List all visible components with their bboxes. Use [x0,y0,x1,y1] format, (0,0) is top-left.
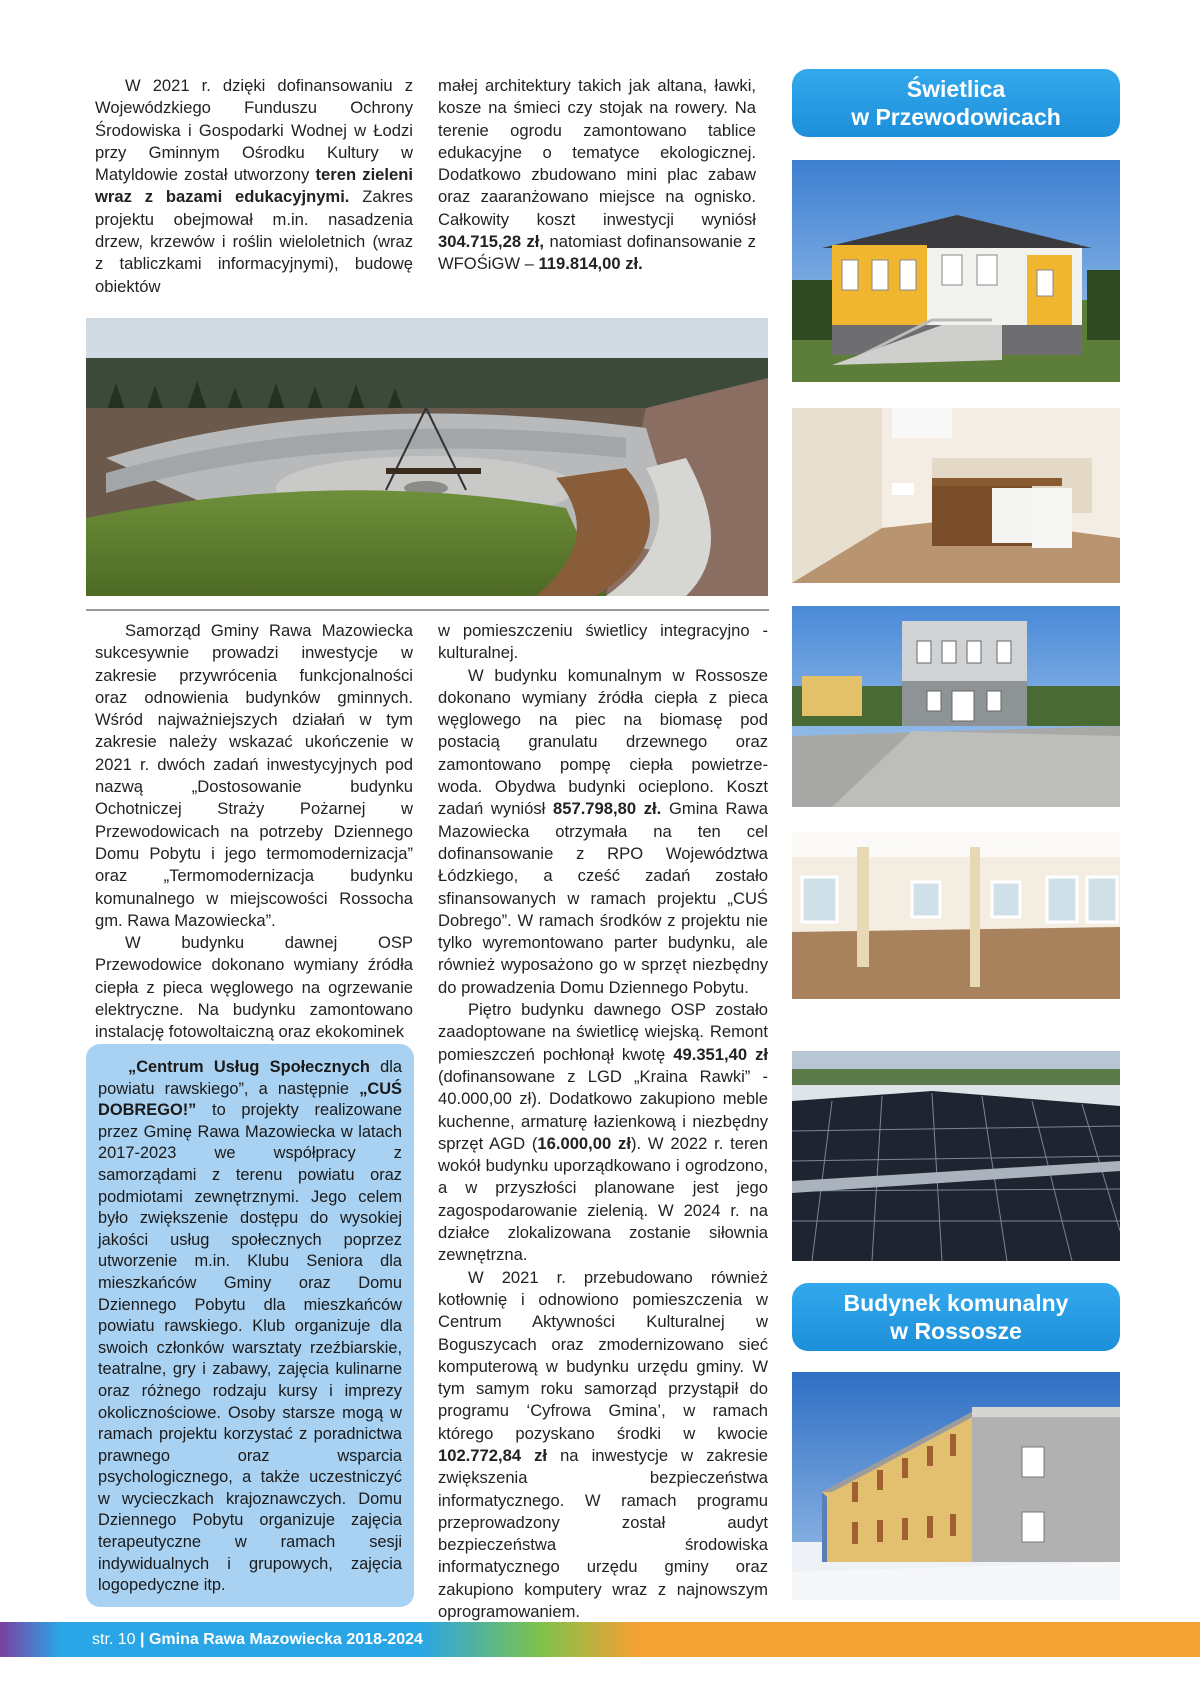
label-line: Świetlica [906,76,1006,102]
photo-dzienny-dom-hall [792,832,1120,999]
text-run: Gmina Rawa Mazowiecka otrzymała na ten cel dofinansowanie z RPO Województwa Łódzkiego, a cześć zadań zostało sfinansowanych w ramach projektu „CUŚ Dobrego”. W ramach środków z projektu nie tylko wyremontowano parter budynku, ale również wyposażono go w sprzęt niezbędny do prowadzenia Domu Dziennego Pobytu. [438,799,768,997]
text-run: Zakres projektu obejmował m.in. nasadzenia drzew, krzewów i roślin wieloletnich (wraz z tabliczkami informacyjnymi), budowę obiektów [95,187,414,296]
text-run: Piętro budynku dawnego OSP zostało zaadoptowane na świetlicę wiejską. Remont pomieszczeń pochłonął kwotę [438,1000,768,1064]
photo-swietlica-building [792,160,1120,382]
body-paragraph: w pomieszczeniu świetlicy integracyjno - kulturalnej. [438,621,768,663]
text-bold: 16.000,00 zł [537,1133,631,1153]
label-line: Budynek komunalny [843,1290,1069,1316]
body-text-left [95,620,413,1044]
text-run: małej architektury takich jak altana, ławki, kosze na śmieci czy stojak na rowery. Na terenie ogrodu zamontowano tablice edukacyjne o tematyce ekologicznej. Dodatkowo zbudowano mini plac zabaw oraz zaaranżowano miejsce na ognisko. Całkowity koszt inwestycji wyniósł [438,76,756,229]
intro-paragraph-continued [438,75,756,276]
text-run: W 2021 r. przebudowano również kotłownię i odnowiono pomieszczenia w Centrum Aktywności Kulturalnej w Boguszycach oraz zmodernizowano sieć komputerową w budynku urzędu gminy. W tym samym roku samorząd przystąpił do programu ‘Cyfrowa Gmina’, w ramach którego pozyskano środki w kwocie [438,1267,768,1443]
photo-solar-panels [792,1051,1120,1261]
photo-budynek-komunalny [792,1372,1120,1600]
text-run: W budynku komunalnym w Rossosze dokonano wymiany źródła ciepła z pieca węglowego na piec na biomasę pod postacią granulatu drzewnego oraz zamontowano pompę ciepła powietrze-woda. Obydwa budynki ocieplono. Koszt zadań wyniósł [438,665,768,819]
text-bold: 119.814,00 zł. [538,254,643,274]
text-run: dla powiatu rawskiego”, a następnie [98,1058,402,1098]
intro-text-left [95,75,413,298]
section-label-budynek [792,1283,1120,1351]
info-box-cus [86,1044,414,1607]
text-run: (dofinansowane z LGD „Kraina Rawki” - 40.000,00 zł). Dodatkowo zakupiono meble kuchenne, armaturę łazienkową i niezbędny sprzęt AGD ( [438,1066,768,1153]
text-bold: „CUŚ DOBREGO!” [98,1079,402,1120]
page-number: str. 10 [92,1631,136,1648]
section-label-swietlica [792,69,1120,137]
label-line: w Rossosze [890,1318,1022,1344]
photo-rossocha-building [792,606,1120,807]
photo-swietlica-kitchen [792,408,1120,583]
section-divider [86,609,769,611]
intro-paragraph [95,75,413,298]
footer-text [92,1630,423,1650]
text-bold: 857.798,80 zł. [553,799,662,819]
text-run: ). W 2022 r. teren wokół budynku uporządkowano i ogrodzono, a w przyszłości planowane jest jego zagospodarowanie zielenią. W 2024 r. na działce zlokalizowana zostanie siłownia zewnętrzna. [438,1133,769,1265]
footer-separator: | [140,1631,145,1648]
text-bold: 49.351,40 zł [673,1044,769,1064]
footer-title: Gmina Rawa Mazowiecka 2018-2024 [148,1631,423,1648]
info-box-text [98,1057,402,1597]
text-run: natomiast dofinansowanie z WFOŚiGW – [438,232,756,274]
body-paragraph [438,665,768,999]
intro-text-right [438,75,756,276]
text-bold: „Centrum Usług Społecznych [128,1058,370,1076]
text-run: na inwestycje w zakresie zwiększenia bezpieczeństwa informatycznego. W ramach programu przeprowadzony został audyt bezpieczeństwa środowiska informatycznego urzędu gminy oraz zakupiono komputery wraz z najnowszym oprogramowaniem. [438,1445,768,1622]
body-text-right [438,620,768,1623]
body-paragraph: W budynku dawnej OSP Przewodowice dokonano wymiany źródła ciepła z pieca węglowego na ogrzewanie elektryczne. Na budynku zamontowano instalację fotowoltaiczną oraz ekokominek [95,933,413,1042]
text-bold: teren zieleni wraz z bazami edukacyjnymi. [95,165,413,207]
text-bold: 304.715,28 zł, [438,232,545,252]
body-paragraph [438,999,768,1267]
text-bold: 102.772,84 zł [438,1445,548,1465]
body-paragraph [438,1267,768,1624]
body-paragraph: Samorząd Gminy Rawa Mazowiecka sukcesywnie prowadzi inwestycje w zakresie przywrócenia funkcjonalności oraz odnowienia budynków gminnych. Wśród najważniejszych działań w tym zakresie należy wskazać ukończenie w 2021 r. dwóch zadań inwestycyjnych pod nazwą „Dostosowanie budynku Ochotniczej Straży Pożarnej w Przewodowicach na potrzeby Dziennego Domu Pobytu i jego termomodernizacja” oraz „Termomodernizacja budynku komunalnego w miejscowości Rossocha gm. Rawa Mazowiecka”. [95,621,413,930]
text-run: to projekty realizowane przez Gminę Rawa Mazowiecka w latach 2017-2023 we współpracy z samorządami z terenu powiatu oraz podmiotami zewnętrznymi. Jego celem było zwiększenie dostępu do wysokiej jakości usług społecznych poprzez utworzenie m.in. Klubu Seniora dla mieszkańców Gminy oraz Domu Dziennego Pobytu dla mieszkańców powiatu rawskiego. Klub organizuje dla swoich członków warsztaty rzeźbiarskie, teatralne, gry i zabawy, zajęcia kulinarne oraz różnego rodzaju kursy i imprezy okolicznościowe. Osoby starsze mogą w ramach projektu korzystać z poradnictwa prawnego oraz wsparcia psychologicznego, a także uczestniczyć w wycieczkach krajoznawczych. Domu Dziennego Pobytu organizuje zajęcia terapeutyczne w ramach sesji indywidualnych i grupowych, zajęcia logopedyczne itp. [98,1101,402,1595]
label-line: w Przewodowicach [851,104,1061,130]
garden-photo [86,318,768,596]
text-run: W 2021 r. dzięki dofinansowaniu z Wojewódzkiego Funduszu Ochrony Środowiska i Gospodarki Wodnej w Łodzi przy Gminnym Ośrodku Kultury w Matyldowie został utworzony [95,76,413,185]
